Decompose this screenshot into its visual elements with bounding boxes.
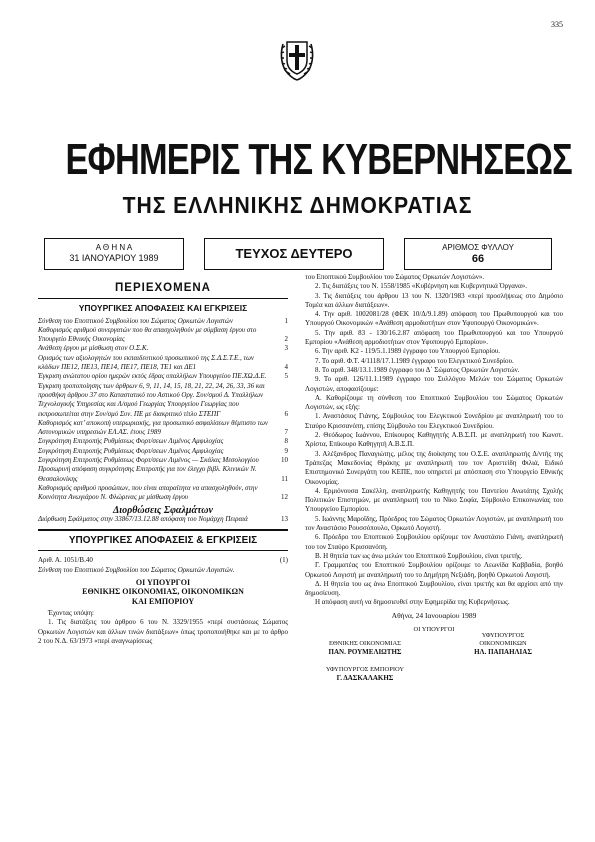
member-paragraph: 6. Πρόεδρο του Εποπτικού Συμβουλίου ορίζουμε τον Αναστάσιο Γιάνη, αναπληρωτή του τον Σταύρο Κρισσανόπη. <box>305 533 563 551</box>
paragraph: 5. Την αριθ. 83 - 130/16.2.87 απόφαση του Πρωθυπουργού και του Υπουργού Εμπορίου «Ανάθεση αρμοδιοτήτων στον Υφυπουργό Εμπορίου». <box>305 328 563 347</box>
toc-item[interactable]: Έγκριση τροποποίησης των άρθρων 6, 9, 11, 14, 15, 18, 21, 22, 24, 26, 33, 36 και προσθήκη άρθρου 37 στο Καταστατικό του Αστικού Οργ. Συν/σμού Δ. Υπαλλήλων Τεχνολογικής Υπηρεσίας και Λ/σμού Γεωργίας Υπουργείου Γεωργίας που εκπροσωπείται στην Συν/σμό Συν. ΠΕ με διακριτικό τίτλο ΣΤΕΠΓ 6 <box>38 381 288 418</box>
paragraph: 4. Την αριθ. 1002081/28 (ΦΕΚ 10/Δ/9.1.89) απόφαση του Πρωθυπουργού και του Υπουργού Οικονομικών «Ανάθεση αρμοδιοτήτων στον Υφυπουργό Οικονομικών». <box>305 310 563 328</box>
member-paragraph: 2. Θεόδωρος Ιωάννου, Επίκουρος Καθηγητής Α.Β.Σ.Π. με αναπληρωτή του Κωνστ. Χρίστα, Επίκουρο Καθηγητή Α.Β.Σ.Π. <box>305 431 563 449</box>
issue-box <box>204 238 384 270</box>
paragraph: Γ. Γραμματέας του Εποπτικού Συμβουλίου ορίζουμε το Λεωνίδα Καββαδία, βοηθό Ορκωτού Λογιστή με αναπληρωτή του το Δημήτρη Νεξιάδη, βοηθό Ορκωτού Λογιστή. <box>305 561 563 579</box>
paragraph: Α. Καθορίζουμε τη σύνθεση του Εποπτικού Συμβουλίου του Σώματος Ορκωτών Λογιστών, ως εξής: <box>305 393 563 412</box>
signatory-role: ΥΦΥΠΟΥΡΓΟΣ ΕΜΠΟΡΙΟΥ <box>325 665 405 673</box>
masthead <box>0 135 595 219</box>
city-label: Α Θ Η Ν Α <box>95 243 133 252</box>
issue-info-row <box>44 238 552 270</box>
paragraph: Δ. Η θητεία του ως άνω Εποπτικού Συμβουλίου, είναι τριετής και θα αρχίσει από την δημοσίευση. <box>305 579 563 598</box>
ministers-line-1: ΟΙ ΥΠΟΥΡΓΟΙ <box>135 578 191 588</box>
issue-date: 31 ΙΑΝΟΥΑΡΙΟΥ 1989 <box>69 253 159 263</box>
coat-of-arms-icon <box>277 34 317 84</box>
ministers-line-3: ΚΑΙ ΕΜΠΟΡΙΟΥ <box>131 596 195 606</box>
signatory-role: ΟΙΚΟΝΟΜΙΚΩΝ <box>479 639 527 647</box>
decision-ref-line <box>38 556 288 565</box>
signatory-role: ΥΦΥΠΟΥΡΓΟΣ <box>481 631 525 639</box>
signatory-name: ΗΛ. ΠΑΠΑΗΛΙΑΣ <box>474 647 532 656</box>
decision-ref: Αριθ. Α. 1051/Β.40 <box>38 556 93 565</box>
decision-ref-num: (1) <box>279 556 288 565</box>
paragraph: του Εποπτικού Συμβουλίου του Σώματος Ορκωτών Λογιστών». <box>305 273 485 281</box>
toc-heading: ΠΕΡΙΕΧΟΜΕΝΑ <box>115 282 211 294</box>
paragraph: 7. Το αριθ. Φ.Τ. 4/1118/17.1.1989 έγγραφο του Ελεγκτικού Συνεδρίου. <box>315 356 514 365</box>
masthead-subtitle: ΤΗΣ ΕΛΛΗΝΙΚΗΣ ΔΗΜΟΚΡΑΤΙΑΣ <box>122 192 473 218</box>
paragraph: Β. Η θητεία των ως άνω μελών του Εποπτικού Συμβουλίου, είναι τριετής. <box>315 551 523 560</box>
toc-item[interactable]: Καθορισμός αριθμού συνεργατών που θα απασχοληθούν με σύμβαση έργου στο Υπουργείο Εθνικής Οικονομίας 2 <box>38 325 288 344</box>
signatory-name: ΠΑΝ. ΡΟΥΜΕΛΙΩΤΗΣ <box>328 647 402 656</box>
divider <box>38 529 288 531</box>
toc-item[interactable]: Ορισμός των αξιολογητών του εκπαιδευτικού προσωπικού της Σ.Δ.Σ.Τ.Ε., των κλάδων ΠΕ12, ΠΕ13, ΠΕ14, ΠΕ17, ΠΕ18, ΤΕ1 και ΔΕ1 4 <box>38 353 288 372</box>
corrections-heading: Διορθώσεις Σφαλμάτων <box>113 504 213 516</box>
issue-type: ΤΕΥΧΟΣ ΔΕΥΤΕΡΟ <box>235 246 353 261</box>
paragraph: 8. Το αριθ. 348/13.1.1989 έγγραφο του Δ΄ Σώματος Ορκωτών Λογιστών. <box>315 365 520 374</box>
toc-list <box>38 317 288 503</box>
paragraph: 2. Τις διατάξεις του Ν. 1558/1985 «Κυβέρνηση και Κυβερνητικά Όργανα». <box>315 282 527 291</box>
signatory-name: Γ. ΔΑΣΚΑΛΑΚΗΣ <box>336 673 394 682</box>
toc-subheading: ΥΠΟΥΡΓΙΚΕΣ ΑΠΟΦΑΣΕΙΣ ΚΑΙ ΕΓΚΡΙΣΕΙΣ <box>78 303 248 314</box>
toc-item[interactable]: Συγκρότηση Επιτροπής Ρυθμίσεως Φορτ/σεων Λιμένος Αμφιλοχίας 9 <box>38 446 288 455</box>
ministers-line-2: ΕΘΝΙΚΗΣ ΟΙΚΟΝΟΜΙΑΣ, ΟΙΚΟΝΟΜΙΚΩΝ <box>82 587 244 597</box>
member-paragraph: 3. Αλέξανδρος Παναγιώτης, μέλος της διοίκησης του Ο.Σ.Ε. αναπληρωτής Δ/ντής της Τράπεζας Μακεδονίας Θράκης με αναπληρωτή του τον Αριστείδη Φιλιά, Ειδικό Επιστημονικό Συνεργάτη του ΚΕΠΕ, που υπηρετεί με απόσπαση στο Υπουργείο Εθνικής Οικονομίας. <box>305 449 563 486</box>
considering-label: Έχοντας υπόψη: <box>48 608 94 617</box>
toc-item[interactable]: Ανάθεση έργου με μίσθωση στον Ο.Σ.Κ. 3 <box>38 344 288 353</box>
paragraph: 6. Την αριθ. Κ2 - 119/5.1.1989 έγγραφο του Υπουργού Εμπορίου. <box>315 347 501 356</box>
member-paragraph: 5. Ιωάννης Μαροΐδης, Πρόεδρος του Σώματος Ορκωτών Λογιστών, με αναπληρωτή του τον Αναστάσιο Ρουσσόπουλο, Ορκωτό Λογιστή. <box>305 514 563 533</box>
signatory-role: ΕΘΝΙΚΗΣ ΟΙΚΟΝΟΜΙΑΣ <box>329 639 401 647</box>
paragraph: 9. Το αριθ. 126/11.1.1989 έγγραφο του Συλλόγου Μελών του Σώματος Ορκωτών Λογιστών, αποφασίζουμε: <box>305 375 563 393</box>
sheet-label: ΑΡΙΘΜΟΣ ΦΥΛΛΟΥ <box>442 243 514 252</box>
paragraph: 1. Τις διατάξεις του άρθρου 6 του Ν. 3329/1955 «περί συστάσεως Σώματος Ορκωτών Λογιστών και άλλων τινών διατάξεων» όπως τροποποιήθηκε και με το άρθρο 2 του Ν.Δ. 63/1973 «περί αναγνωρίσεως <box>38 618 288 645</box>
paragraph: 3. Τις διατάξεις του άρθρου 13 του Ν. 1320/1983 «περί προσλήψεως στο Δημόσιο Τομέα και άλλων διατάξεων». <box>305 291 563 309</box>
divider <box>38 298 288 299</box>
signature-block <box>305 666 425 682</box>
toc-item[interactable]: Συγκρότηση Επιτροπής Ρυθμίσεως Φορτ/σεων Λιμένος — Σκάλας Μεσολογγίου 10 <box>38 456 288 465</box>
sheet-number: 66 <box>471 253 485 265</box>
toc-item[interactable]: Έγκριση ανώτατου ορίου ημερών εκτός έδρας υπαλλήλων Υπουργείου ΠΕ.ΧΩ.Δ.Ε. 5 <box>38 372 288 381</box>
signature-block <box>305 640 425 656</box>
right-column <box>305 273 563 686</box>
decisions-heading: ΥΠΟΥΡΓΙΚΕΣ ΑΠΟΦΑΣΕΙΣ & ΕΓΚΡΙΣΕΙΣ <box>68 535 258 547</box>
decision-subject: Σύνθεση του Εποπτικού Συμβουλίου του Σώματος Ορκωτών Λογιστών. <box>38 565 235 574</box>
toc-item[interactable]: Διόρθωση Σφάλματος στην 33867/13.12.88 απόφαση του Νομάρχη Πειραιά 13 <box>38 514 288 523</box>
masthead-title: ΕΦΗΜΕΡΙΣ ΤΗΣ ΚΥΒΕΡΝΗΣΕΩΣ <box>65 135 572 184</box>
divider <box>38 550 288 551</box>
page-number: 335 <box>551 20 563 29</box>
date-box <box>44 238 184 270</box>
left-column <box>38 284 288 646</box>
signatures <box>305 626 563 686</box>
signature-block <box>443 632 563 656</box>
publication-note: Η απόφαση αυτή να δημοσιευθεί στην Εφημερίδα της Κυβερνήσεως. <box>315 598 510 607</box>
signature-date: Αθήνα, 24 Ιανουαρίου 1989 <box>391 610 477 620</box>
sheet-box <box>404 238 552 270</box>
toc-item[interactable]: Συγκρότηση Επιτροπής Ρυθμίσεως Φορτ/σεων Λιμένος Αμφιλοχίας 8 <box>38 437 288 446</box>
toc-item[interactable]: Καθορισμός αριθμού προσώπων, που είναι απαραίτητα να απασχοληθούν, στην Κοινότητα Ανωγιάρου Ν. Φλώρινας με μίσθωση έργου 12 <box>38 483 288 502</box>
member-paragraph: 4. Ερμιόνουσα Σακέλλη, αναπληρωτής Καθηγητής του Παντείου Ανωτάτης Σχολής Πολιτικών Επιστημών, με αναπληρωτή του το Νίκο Σοφία, Σύμβουλο Επικοινωνίας του Υπουργείου Εμπορίου. <box>305 486 563 514</box>
member-paragraph: 1. Αναστάσιος Γιάνης, Σύμβουλος του Ελεγκτικού Συνεδρίου με αναπληρωτή του το Σταύρο Κρισσανόπη, επίσης Σύμβουλο του Ελεγκτικού Συνεδρίου. <box>305 412 563 430</box>
signatures-header: ΟΙ ΥΠΟΥΡΓΟΙ <box>413 625 455 633</box>
toc-item[interactable]: Σύνθεση του Εποπτικού Συμβουλίου του Σώματος Ορκωτών Λογιστών 1 <box>38 316 288 325</box>
toc-item[interactable]: Προσωρινή απόφαση συγκρότησης Επιτροπής για τον έλεγχο βιβλ. Κλινικών Ν. Θεσσαλονίκης 11 <box>38 465 288 483</box>
toc-item[interactable]: Καθορισμός κατ’ αποκοπή υπερωριακής, για προσωπικό ασφαλίσεων θέμπιστο των Αστυνομικών υπηρεσιών ΕΛ.ΑΣ. έτους 1989 7 <box>38 418 288 437</box>
